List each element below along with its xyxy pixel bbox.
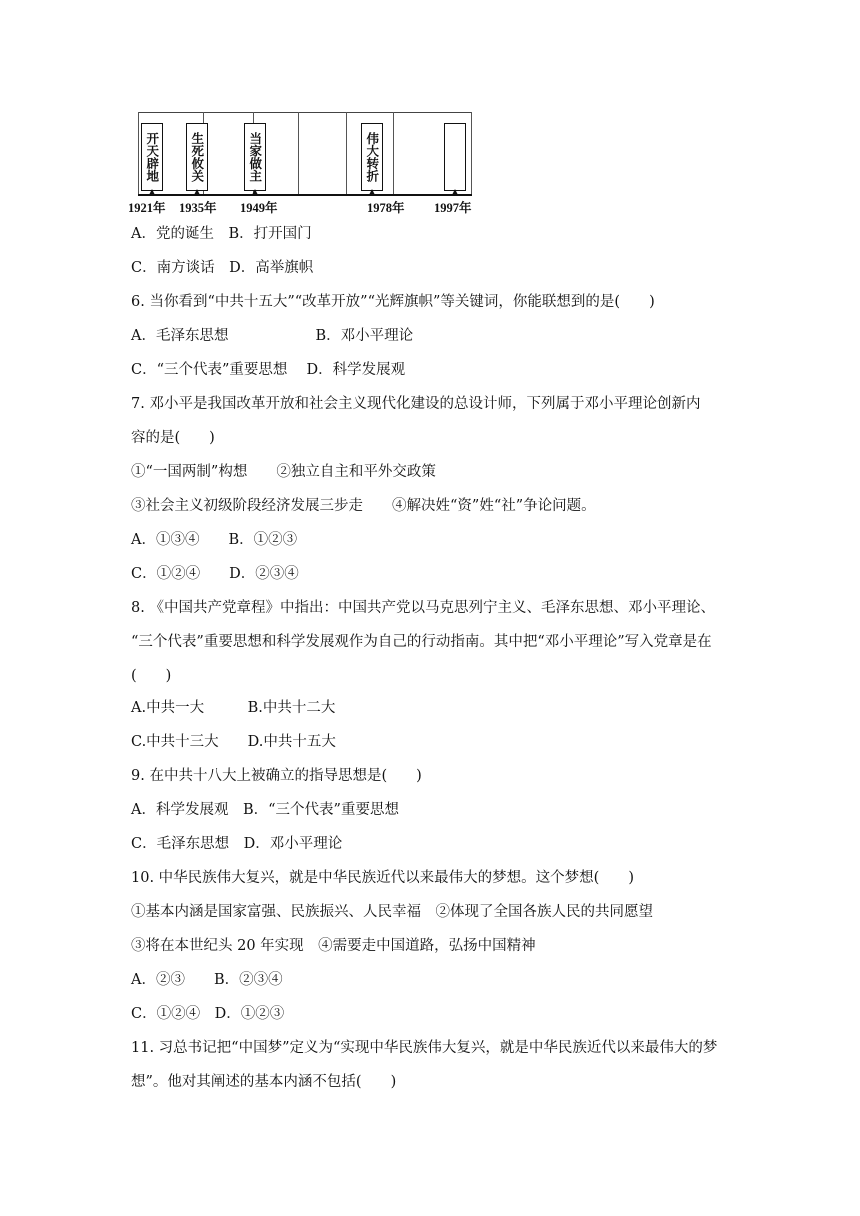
timeline-event-box-blank (444, 123, 466, 191)
statement-line: ③社会主义初级阶段经济发展三步走 ④解决姓“资”姓“社”争论问题。 (131, 498, 596, 514)
timeline-arrow (252, 189, 258, 195)
timeline-year: 1978年 (367, 201, 405, 215)
timeline-top-border (138, 112, 472, 113)
option-line: C．“三个代表”重要思想 D．科学发展观 (131, 362, 406, 378)
question-8-stem-cont: ( ) (131, 668, 172, 684)
question-11-stem-cont: 想”。他对其阐述的基本内涵不包括( ) (131, 1074, 397, 1090)
timeline-tick (298, 112, 299, 196)
timeline-tick (138, 112, 139, 196)
option-line: C.中共十三大 D.中共十五大 (131, 734, 336, 750)
option-line: A．毛泽东思想 B．邓小平理论 (131, 328, 414, 344)
timeline-axis (138, 194, 472, 196)
option-line: A．①③④ B．①②③ (131, 532, 298, 548)
timeline-tick (471, 112, 472, 196)
timeline-tick (346, 112, 347, 196)
timeline-arrow (149, 189, 155, 195)
question-6-stem: 6. 当你看到“中共十五大”“改革开放”“光辉旗帜”等关键词，你能联想到的是( ) (131, 294, 655, 310)
option-line: A.中共一大 B.中共十二大 (131, 700, 336, 716)
option-line: C．①②④ D．②③④ (131, 566, 299, 582)
question-10-stem: 10. 中华民族伟大复兴，就是中华民族近代以来最伟大的梦想。这个梦想( ) (131, 870, 634, 886)
question-7-stem: 7. 邓小平是我国改革开放和社会主义现代化建设的总设计师，下列属于邓小平理论创新内 (131, 396, 701, 412)
statement-line: ①“一国两制”构想 ②独立自主和平外交政策 (131, 464, 436, 480)
timeline-year: 1921年 (128, 201, 166, 215)
timeline-arrow (452, 189, 458, 195)
statement-line: ①基本内涵是国家富强、民族振兴、人民幸福 ②体现了全国各族人民的共同愿望 (131, 904, 653, 920)
question-8-stem: 8. 《中国共产党章程》中指出：中国共产党以马克思列宁主义、毛泽东思想、邓小平理论、 (131, 600, 715, 616)
timeline-figure (128, 108, 488, 218)
timeline-event-box: 当家做主 (244, 123, 266, 191)
question-9-stem: 9. 在中共十八大上被确立的指导思想是( ) (131, 768, 422, 784)
statement-line: ③将在本世纪头 20 年实现 ④需要走中国道路，弘扬中国精神 (131, 938, 536, 954)
timeline-year: 1949年 (240, 201, 278, 215)
timeline-tick (393, 112, 394, 196)
option-line: C．毛泽东思想 D．邓小平理论 (131, 836, 343, 852)
timeline-arrow (194, 189, 200, 195)
timeline-year: 1935年 (179, 201, 217, 215)
timeline-event-box: 开天辟地 (141, 123, 163, 191)
timeline-arrow (369, 189, 375, 195)
question-8-stem-cont: “三个代表”重要思想和科学发展观作为自己的行动指南。其中把“邓小平理论”写入党章是在 (131, 634, 712, 650)
timeline-event-box: 伟大转折 (361, 123, 383, 191)
question-7-stem-cont: 容的是( ) (131, 430, 215, 446)
option-line: A．科学发展观 B．“三个代表”重要思想 (131, 802, 399, 818)
timeline-year: 1997年 (434, 201, 472, 215)
option-line: C．①②④ D．①②③ (131, 1006, 285, 1022)
timeline-event-box: 生死攸关 (186, 123, 208, 191)
option-line: C．南方谈话 D．高举旗帜 (131, 260, 314, 276)
question-11-stem: 11. 习总书记把“中国梦”定义为“实现中华民族伟大复兴，就是中华民族近代以来最伟大的梦 (131, 1040, 718, 1056)
option-line: A．党的诞生 B．打开国门 (131, 226, 312, 242)
option-line: A．②③ B．②③④ (131, 972, 283, 988)
